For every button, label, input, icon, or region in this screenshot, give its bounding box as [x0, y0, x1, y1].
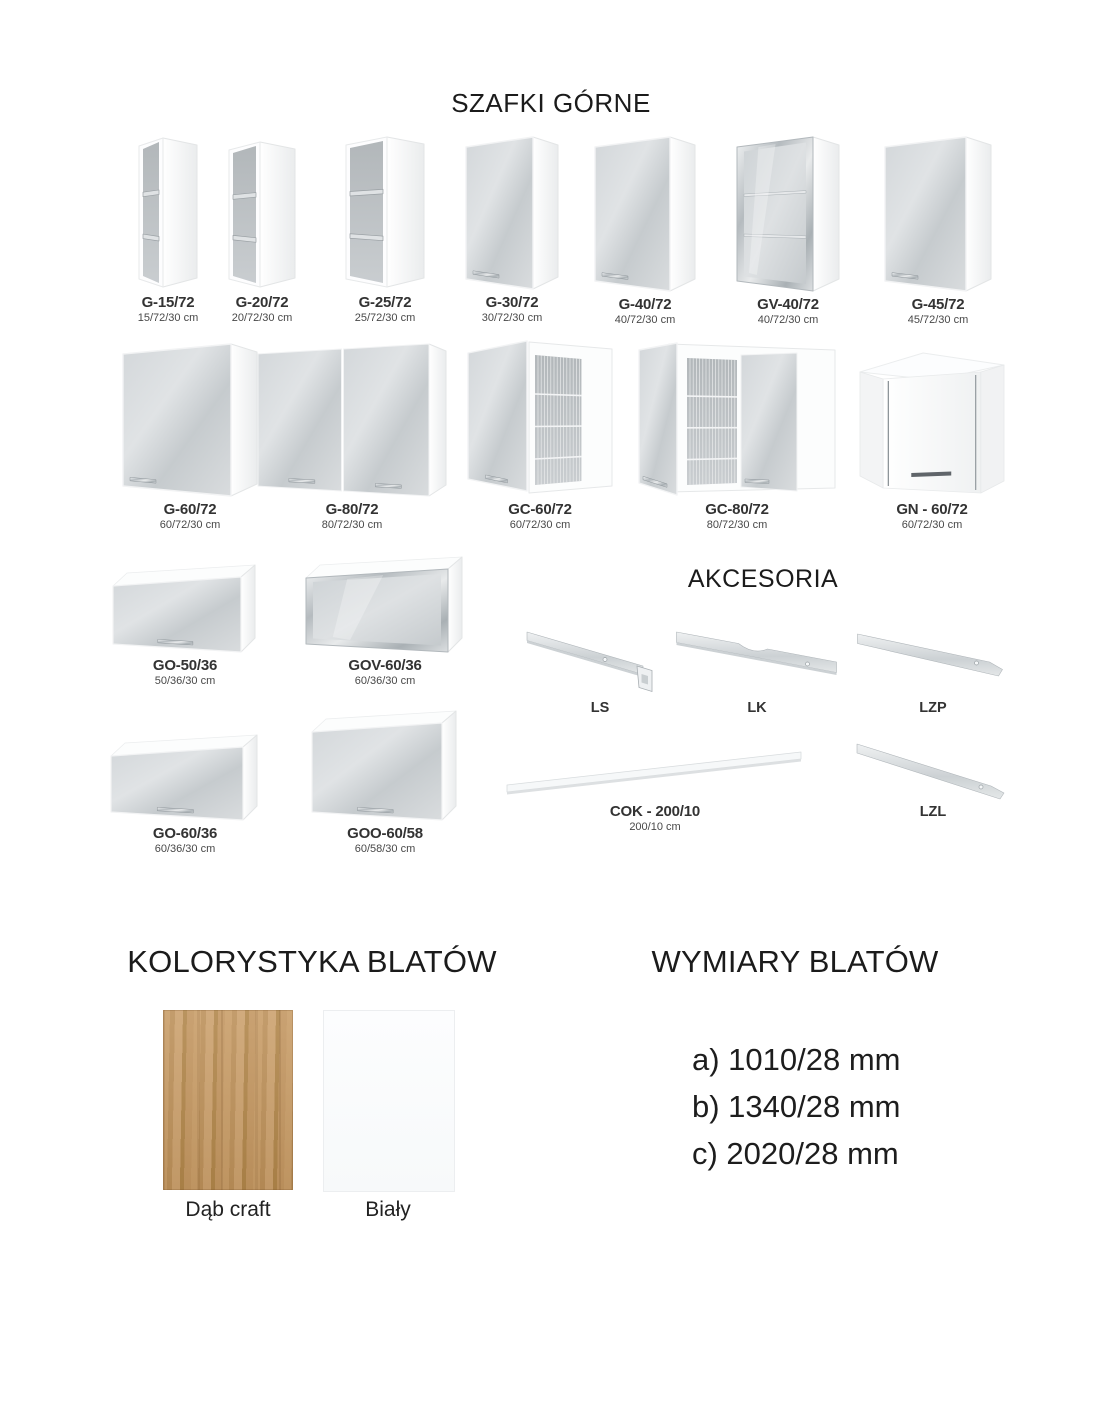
single-door-cabinet-image: [121, 340, 259, 498]
open-shelf-cabinet-image: [344, 133, 426, 291]
double-open-door-drainer-cabinet-image: [637, 338, 837, 498]
product-dims: 45/72/30 cm: [907, 314, 969, 326]
accessory-ls: [525, 616, 675, 716]
flip-up-cabinet-image: [111, 562, 259, 654]
product-dims: 60/72/30 cm: [509, 519, 571, 531]
open-door-drainer-cabinet-image: [466, 336, 614, 498]
product-name: G-60/72: [163, 501, 217, 518]
product-dims: 60/72/30 cm: [901, 519, 963, 531]
product-goo-60-58: [310, 708, 460, 855]
product-name: GO-50/36: [152, 657, 218, 674]
accessory-lzp: [856, 622, 1011, 716]
product-name: GN - 60/72: [896, 501, 968, 518]
product-dims: 40/72/30 cm: [757, 314, 819, 326]
accessory-name: COK - 200/10: [609, 803, 701, 820]
product-dims: 60/58/30 cm: [354, 843, 416, 855]
accessory-name: LK: [747, 700, 767, 716]
worktop-dimension-item: a) 1010/28 mm: [692, 1042, 901, 1077]
product-name: G-80/72: [325, 501, 379, 518]
section-title-upper-cabinets: SZAFKI GÓRNE: [451, 88, 651, 118]
flip-up-cabinet-image: [310, 708, 460, 822]
product-go-60-36: [109, 726, 261, 855]
product-dims: 50/36/30 cm: [154, 675, 216, 687]
accessory-lzl: [853, 738, 1013, 820]
product-name: G-20/72: [235, 294, 289, 311]
product-dims: 60/36/30 cm: [354, 675, 416, 687]
product-name: GC-80/72: [705, 501, 769, 518]
single-door-cabinet-image: [883, 133, 993, 293]
worktop-dimension-item: c) 2020/28 mm: [692, 1136, 899, 1171]
product-g-15-72: [137, 133, 199, 324]
section-title-accessories: AKCESORIA: [687, 565, 839, 593]
open-shelf-cabinet-image: [137, 134, 199, 291]
product-dims: 80/72/30 cm: [321, 519, 383, 531]
product-dims: 60/72/30 cm: [159, 519, 221, 531]
single-door-cabinet-image: [464, 133, 560, 291]
glass-door-cabinet-image: [735, 133, 841, 293]
product-g-60-72: [121, 336, 259, 531]
worktop-end-strip-image: [856, 622, 1011, 698]
product-dims: 15/72/30 cm: [137, 312, 199, 324]
product-name: G-15/72: [141, 294, 195, 311]
flip-up-cabinet-image: [109, 732, 261, 822]
product-g-45-72: [883, 133, 993, 326]
product-name: G-30/72: [485, 294, 539, 311]
swatch-label: Dąb craft: [185, 1198, 271, 1221]
product-dims: 80/72/30 cm: [706, 519, 768, 531]
flip-up-glass-cabinet-image: [304, 554, 466, 654]
worktop-end-strip-image: [853, 738, 1013, 802]
worktop-joint-strip-image: [525, 616, 675, 698]
cornice-strip-image: [505, 745, 805, 800]
product-name: GO-60/36: [152, 825, 218, 842]
worktop-dimension-list: [692, 1036, 901, 1177]
single-door-cabinet-image: [593, 133, 697, 293]
product-go-50-36: [111, 556, 259, 687]
product-gc-80-72: [637, 336, 837, 531]
product-dims: 40/72/30 cm: [614, 314, 676, 326]
section-title-worktop-dimensions: WYMIARY BLATÓW: [651, 944, 939, 979]
product-gv-40-72: [735, 133, 841, 326]
product-g-80-72: [256, 336, 448, 531]
product-gc-60-72: [466, 336, 614, 531]
accessory-name: LZL: [919, 804, 947, 820]
product-g-40-72: [593, 133, 697, 326]
product-name: G-45/72: [911, 296, 965, 313]
accessory-lk: [675, 618, 840, 716]
product-dims: 30/72/30 cm: [481, 312, 543, 324]
corner-cabinet-image: [858, 348, 1006, 498]
product-name: GC-60/72: [508, 501, 572, 518]
product-name: GV-40/72: [757, 296, 819, 313]
accessory-cok: [505, 745, 805, 833]
worktop-corner-strip-image: [675, 618, 840, 698]
product-dims: 25/72/30 cm: [354, 312, 416, 324]
open-shelf-cabinet-image: [227, 138, 297, 291]
product-gn-60-72: [858, 336, 1006, 531]
product-g-30-72: [464, 133, 560, 324]
section-title-worktop-colors: KOLORYSTYKA BLATÓW: [127, 944, 497, 979]
swatch-label: Biały: [365, 1198, 411, 1221]
worktop-color-swatch-dab-craft: [163, 1010, 293, 1190]
product-dims: 60/36/30 cm: [154, 843, 216, 855]
accessory-name: LZP: [919, 700, 947, 716]
product-g-20-72: [227, 133, 297, 324]
accessory-name: LS: [590, 700, 610, 716]
accessory-dims: 200/10 cm: [629, 821, 681, 833]
product-g-25-72: [344, 133, 426, 324]
product-name: GOV-60/36: [348, 657, 422, 674]
worktop-dimension-item: b) 1340/28 mm: [692, 1089, 901, 1124]
worktop-color-swatch-bialy: [323, 1010, 455, 1192]
product-name: G-40/72: [618, 296, 672, 313]
product-name: G-25/72: [358, 294, 412, 311]
product-dims: 20/72/30 cm: [231, 312, 293, 324]
double-door-cabinet-image: [256, 340, 448, 498]
product-gov-60-36: [304, 554, 466, 687]
product-name: GOO-60/58: [347, 825, 423, 842]
